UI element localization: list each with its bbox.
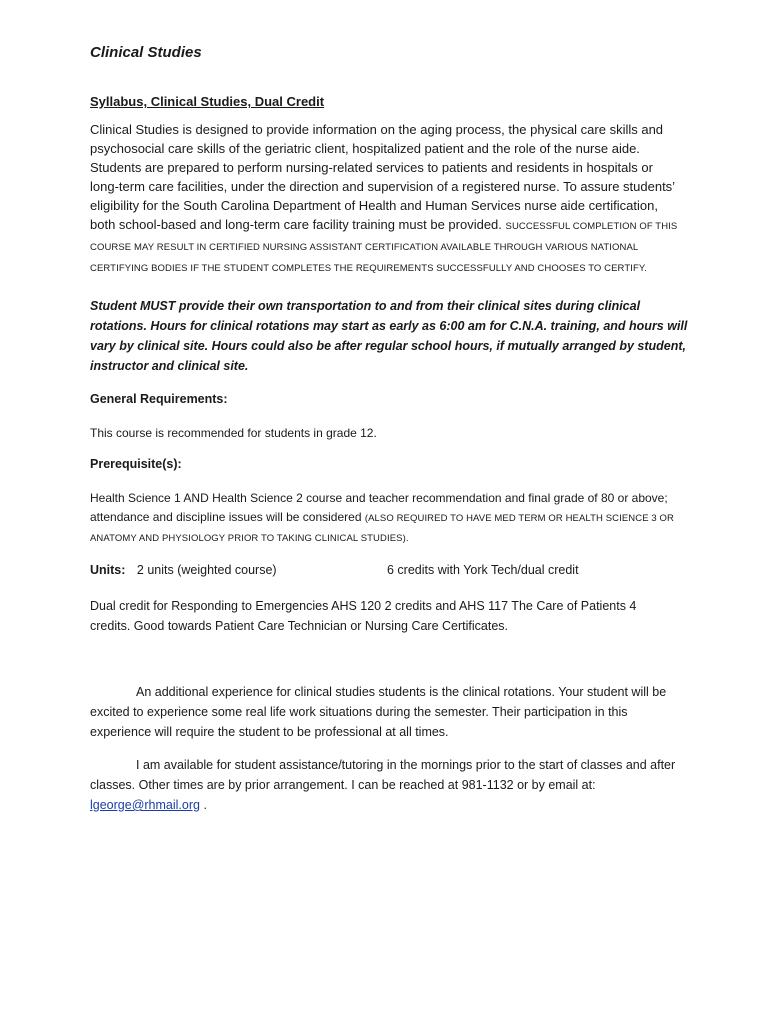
contact-paragraph — [90, 755, 680, 815]
email-trailing: . — [199, 798, 207, 812]
transportation-note: Student MUST provide their own transportation to and from their clinical sites during clinical rotations. Hours for clinical rotations may start as early as 6:00 am for C.N.A. training, and hours will vary by clinical site. Hours could also be after regular school hours, if mutually arranged by student, instructor and clinical site. — [90, 299, 688, 373]
document-title: Clinical Studies — [90, 44, 202, 61]
units-credits: 6 credits with York Tech/dual credit — [387, 563, 579, 577]
prerequisites-main: Health Science 1 AND Health Science 2 course and teacher recommendation and final grade of 80 or above; attendance and discipline issues will be considered — [90, 491, 668, 524]
dual-credit-text: Dual credit for Responding to Emergencies AHS 120 2 credits and AHS 117 The Care of Patients 4 credits. Good towards Patient Care Technician or Nursing Care Certificates. — [90, 599, 637, 633]
email-link[interactable]: lgeorge@rhmail.org — [90, 798, 200, 812]
course-description — [90, 120, 680, 278]
prerequisites-heading: Prerequisite(s): — [90, 457, 182, 471]
certification-note: SUCCESSFUL COMPLETION OF THIS COURSE MAY RESULT IN CERTIFIED NURSING ASSISTANT CERTIFICATION AVAILABLE THROUGH VARIOUS NATIONAL CERTIFYING BODIES IF THE STUDENT COMPLETES THE REQUIREMENTS SUCCESSFULLY AND CHOOSES TO CERTIFY. — [90, 221, 678, 274]
prerequisites-text — [90, 489, 675, 548]
syllabus-heading: Syllabus, Clinical Studies, Dual Credit — [90, 94, 325, 109]
units-value: 2 units (weighted course) — [136, 563, 277, 577]
rotations-paragraph: An additional experience for clinical studies students is the clinical rotations. Your student will be excited to experience some real life work situations during the semester. Their participation in this experience will require the student to be professional at all times. — [90, 685, 667, 739]
prerequisites-note: (ALSO REQUIRED TO HAVE MED TERM OR HEALTH SCIENCE 3 OR ANATOMY AND PHYSIOLOGY PRIOR TO TAKING CLINICAL STUDIES). — [90, 513, 674, 544]
units-label: Units: — [90, 563, 126, 577]
contact-text: I am available for student assistance/tutoring in the mornings prior to the start of classes and after classes. Other times are by prior arrangement. I can be reached at 981-1132 or by email at: — [90, 758, 676, 792]
units-row — [90, 563, 579, 577]
course-description-text: Clinical Studies is designed to provide information on the aging process, the physical care skills and psychosocial care skills of the geriatric client, hospitalized patient and the role of the nurse aide. Students are prepared to perform nursing-related services to patients and residents in hospitals or long-term care facilities, under the direction and supervision of a registered nurse. To assure students’ eligibility for the South Carolina Department of Health and Human Services nurse aide certification, both school-based and long-term care facility training must be provided. — [90, 122, 675, 232]
general-requirements-heading: General Requirements: — [90, 392, 228, 406]
general-requirements-text: This course is recommended for students in grade 12. — [90, 426, 377, 440]
